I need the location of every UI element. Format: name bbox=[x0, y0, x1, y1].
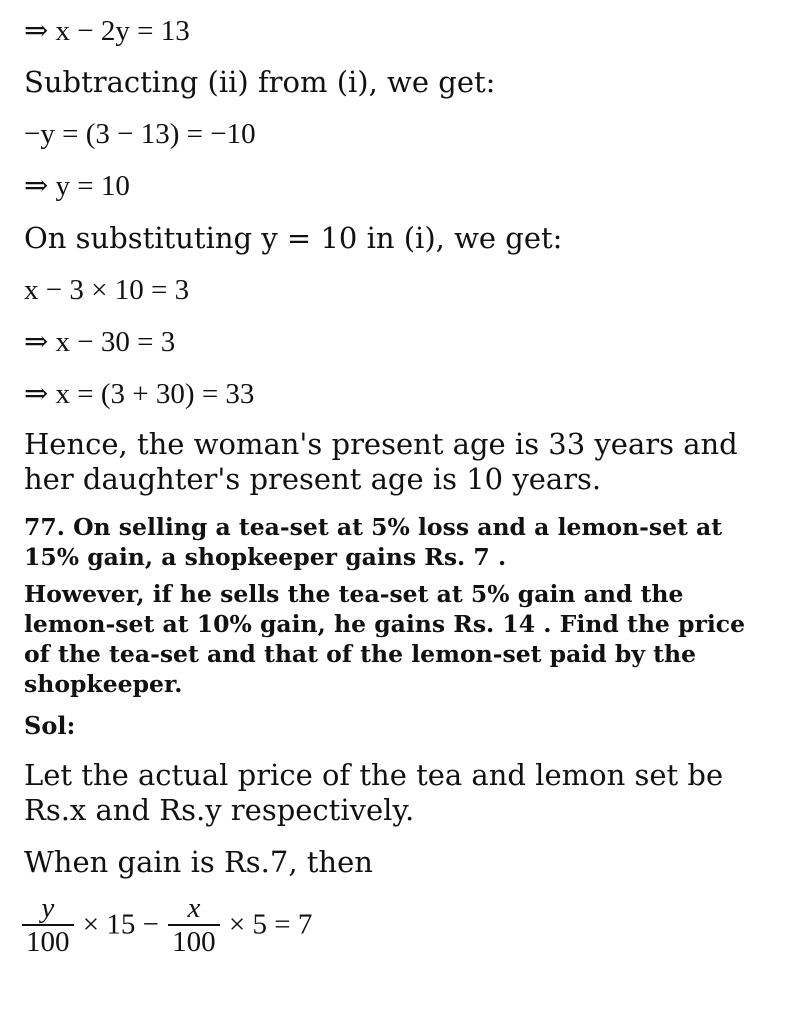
equation-line-3: ⇒ y = 10 bbox=[24, 170, 130, 202]
fraction-x-over-100 bbox=[168, 892, 220, 958]
equation-line-2: −y = (3 − 13) = −10 bbox=[24, 118, 256, 150]
equation-line-6: ⇒ x = (3 + 30) = 33 bbox=[24, 378, 255, 410]
question-77-part-2: However, if he sells the tea-set at 5% gain and the lemon-set at 10% gain, he gains Rs. 14 . Find the price of the tea-set and that of the lemon-set paid by the shopkeeper. bbox=[24, 580, 746, 698]
equation-line-1: ⇒ x − 2y = 13 bbox=[24, 15, 190, 47]
fraction-numerator: y bbox=[41, 892, 55, 924]
equation-tail: × 5 = 7 bbox=[228, 908, 313, 941]
equation-middle-operator: × 15 − bbox=[82, 908, 159, 941]
equation-line-4: x − 3 × 10 = 3 bbox=[24, 274, 190, 306]
solution-intro-paragraph: Let the actual price of the tea and lemon set be Rs.x and Rs.y respectively. bbox=[24, 758, 724, 827]
when-gain-text: When gain is Rs.7, then bbox=[24, 845, 373, 879]
fraction-denominator: 100 bbox=[168, 924, 220, 958]
solution-label: Sol: bbox=[24, 711, 76, 740]
fraction-equation bbox=[22, 892, 312, 958]
equation-line-5: ⇒ x − 30 = 3 bbox=[24, 326, 176, 358]
step-text-substituting: On substituting y = 10 in (i), we get: bbox=[24, 221, 563, 255]
step-text-subtracting: Subtracting (ii) from (i), we get: bbox=[24, 65, 496, 99]
conclusion-paragraph: Hence, the woman's present age is 33 years and her daughter's present age is 10 years. bbox=[24, 427, 738, 496]
fraction-denominator: 100 bbox=[22, 924, 74, 958]
fraction-numerator: x bbox=[187, 892, 201, 924]
question-77-part-1: 77. On selling a tea-set at 5% loss and a lemon-set at 15% gain, a shopkeeper gains Rs. 7 . bbox=[24, 513, 723, 571]
fraction-y-over-100 bbox=[22, 892, 74, 958]
